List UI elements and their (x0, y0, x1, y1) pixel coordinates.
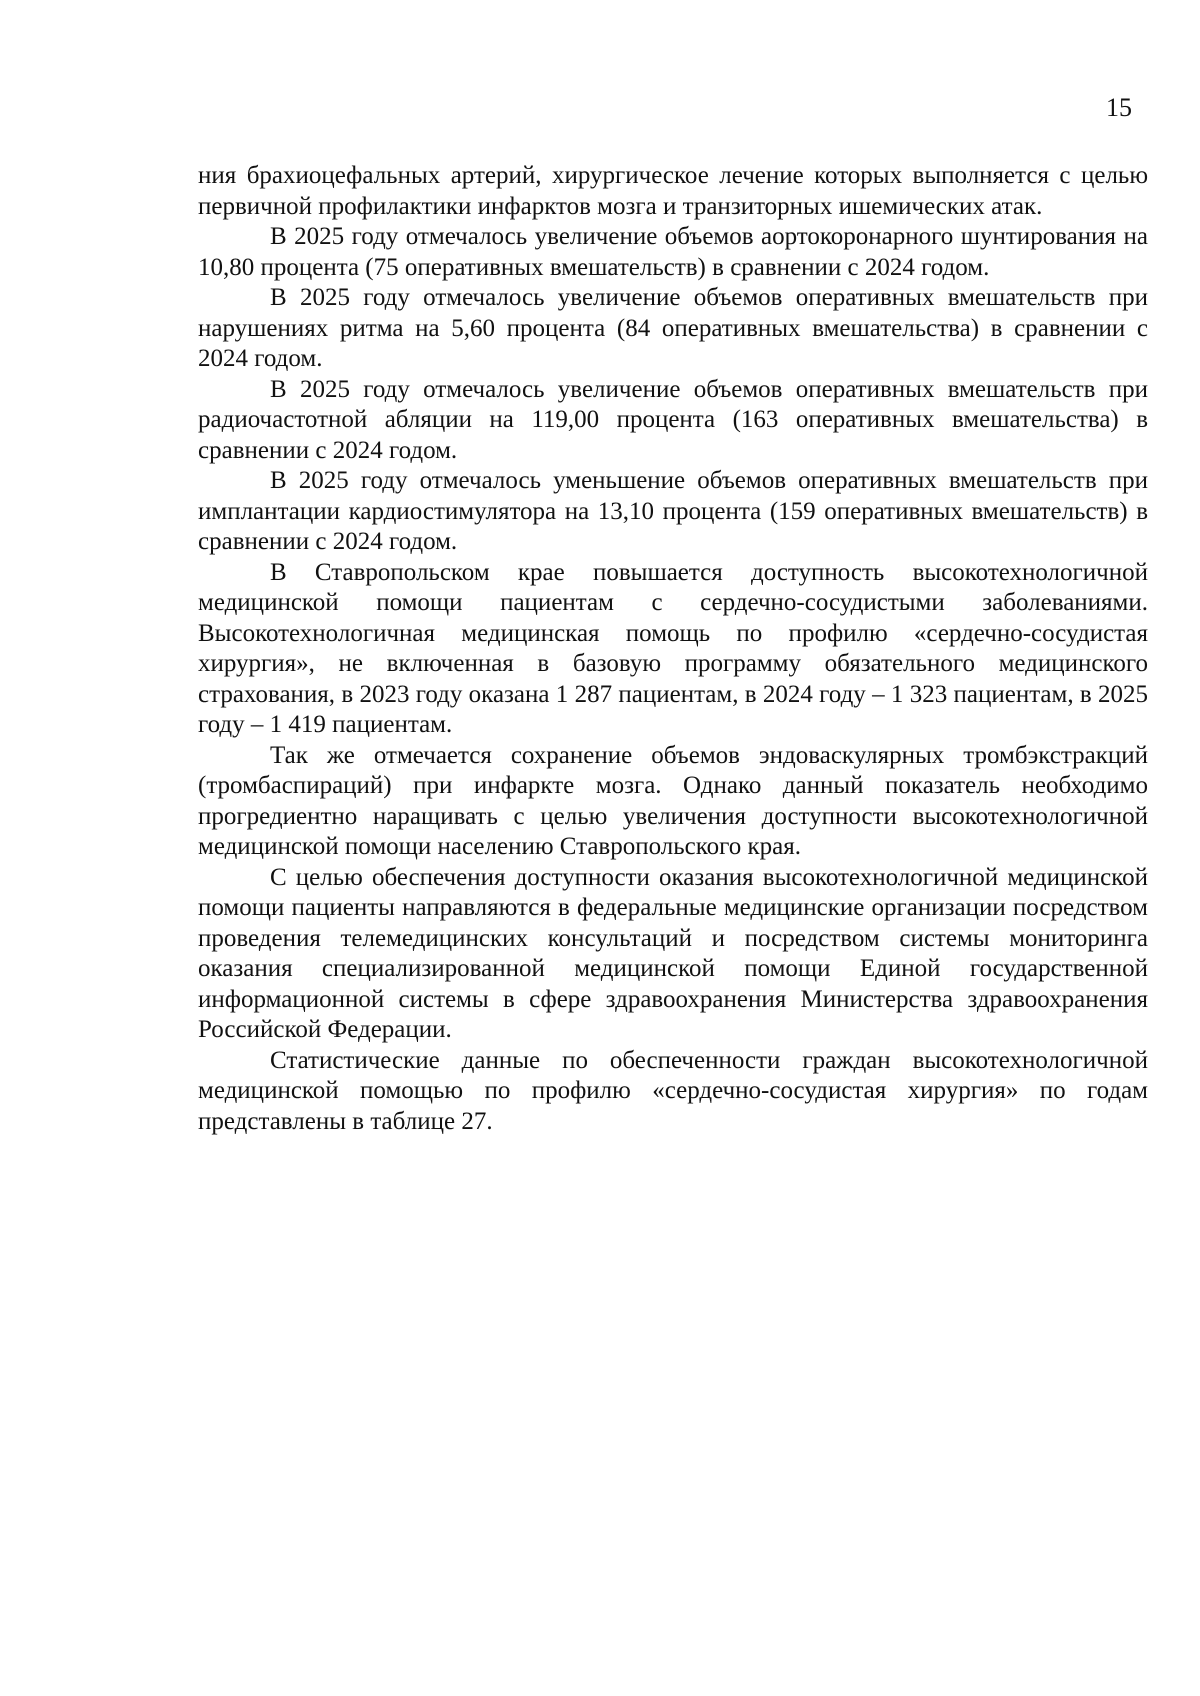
paragraph-rhythm-disorders: В 2025 году отмечалось увеличение объемов оперативных вмешательств при нарушениях ритма на 5,60 процента (84 оперативных вмешательства) в сравнении с 2024 годом. (198, 284, 1148, 372)
paragraph-statistics-reference: Статистические данные по обеспеченности граждан высокотехнологичной медицинской помощью по профилю «сердечно-сосудистая хирургия» по годам представлены в таблице 27. (198, 1046, 1148, 1135)
paragraph-federal-referrals: С целью обеспечения доступности оказания высокотехнологичной медицинской помощи пациенты направляются в федеральные медицинские организации посредством проведения телемедицинских консультаций и посредством системы мониторинга оказания специализированной медицинской помощи Единой государственной информационной системы в сфере здравоохранения Министерства здравоохранения Российской Федерации. (198, 863, 1148, 1043)
page-number: 15 (1106, 93, 1132, 122)
paragraph-thrombectomy: Так же отмечается сохранение объемов эндоваскулярных тромбэкстракций (тромбаспираций) при инфаркте мозга. Однако данный показатель необходимо прогредиентно наращивать с целью увеличения доступности высокотехнологичной медицинской помощи населению Ставропольского края. (198, 741, 1148, 860)
paragraph-continuation: ния брахиоцефальных артерий, хирургическое лечение которых выполняется с целью первичной профилактики инфарктов мозга и транзиторных ишемических атак. (198, 162, 1148, 220)
document-body (198, 161, 1148, 1137)
paragraph-pacemaker-implantation: В 2025 году отмечалось уменьшение объемов оперативных вмешательств при имплантации кардиостимулятора на 13,10 процента (159 оперативных вмешательств) в сравнении с 2024 годом. (198, 467, 1148, 555)
paragraph-radiofrequency-ablation: В 2025 году отмечалось увеличение объемов оперативных вмешательств при радиочастотной абляции на 119,00 процента (163 оперативных вмешательства) в сравнении с 2024 годом. (198, 375, 1148, 464)
paragraph-aortocoronary-bypass: В 2025 году отмечалось увеличение объемов аортокоронарного шунтирования на 10,80 процента (75 оперативных вмешательств) в сравнении с 2024 годом. (198, 223, 1148, 281)
paragraph-high-tech-care-availability: В Ставропольском крае повышается доступность высокотехнологичной медицинской помощи пациентам с сердечно-сосудистыми заболеваниями. Высокотехнологичная медицинская помощь по профилю «сердечно-сосудистая хирургия», не включенная в базовую программу обязательного медицинского страхования, в 2023 году оказана 1 287 пациентам, в 2024 году – 1 323 пациентам, в 2025 году – 1 419 пациентам. (198, 558, 1148, 738)
